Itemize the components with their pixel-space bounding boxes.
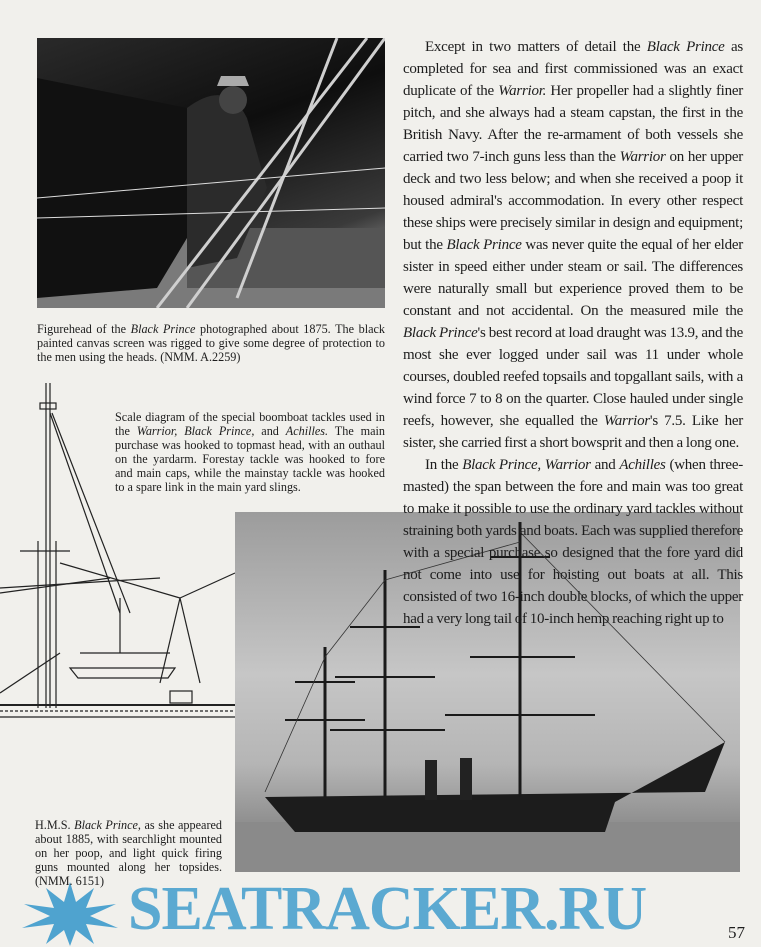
watermark-starburst-logo: [20, 882, 120, 946]
italic-text-segment: Achilles.: [285, 424, 329, 438]
page-number: 57: [728, 923, 745, 942]
body-text: [403, 36, 743, 630]
text-segment: Scale diagram of the special boomboat tackles used in the: [115, 410, 385, 438]
text-segment: Her propeller had a slightly finer pitch, and she always had a steam capstan, the first in the British Navy. After the re-armament of both vessels she carried two 7-inch guns less than the: [403, 83, 744, 165]
text-segment: on her upper deck and two less below; and when she received a poop it housed admiral's accommodation. In every other respect these ships were precisely similar in design and equipment; but the: [403, 149, 743, 253]
text-segment: (when three-masted) the span between the fore and main was too great to make it possible to use the ordinary yard tackles without straining both yards and boats. Each was supplied therefore with a special purchase so designed that the fore yard did not come into use for hoisting out boats at all. This consisted of two 16-inch double blocks, of which the upper had a very long tail of 10-inch hemp reaching right up to: [403, 457, 743, 627]
figurehead-caption: [37, 322, 385, 364]
italic-text-segment: Black Prince, Warrior: [462, 457, 591, 473]
text-segment: 's best record at load draught was 13.9, and the most she ever logged under sail was 11 under whole courses, doubled reefed topsails and topgallant sails, with a wind force 7 to 8 on the quarter. Close hauled under single reefs, however, she equalled the: [403, 325, 743, 429]
italic-text-segment: Black Prince: [403, 325, 478, 341]
text-segment: and: [590, 457, 620, 473]
italic-text-segment: Warrior, Black Prince,: [136, 424, 255, 438]
text-segment: 's 7.5. Like her sister, she carried first a short bowsprit and then a long one.: [403, 413, 743, 451]
watermark-text: SEATRACKER.RU: [128, 875, 647, 943]
italic-text-segment: Black Prince: [646, 39, 725, 55]
italic-text-segment: Black Prince: [446, 237, 522, 253]
italic-text-segment: Achilles: [619, 457, 666, 473]
italic-text-segment: Warrior: [603, 413, 650, 429]
italic-text-segment: Warrior.: [498, 83, 547, 99]
diagram-caption: [115, 410, 385, 494]
ship-photo-caption: [35, 818, 222, 888]
text-segment: photographed about 1875. The black painted canvas screen was rigged to give some degree of protection to the men using the heads. (NMM. A.2259): [37, 322, 386, 364]
text-segment: In the: [425, 457, 463, 473]
figurehead-photo-art: [37, 38, 385, 308]
paragraph: [403, 454, 743, 630]
text-segment: was never quite the equal of her elder sister in speed either under steam or sail. The differences were naturally small but experience proved them to be constant and not accidental. On the measured mile the: [403, 237, 743, 319]
italic-text-segment: Warrior: [619, 149, 666, 165]
text-segment: H.M.S.: [35, 818, 75, 832]
italic-text-segment: Black Prince: [74, 818, 138, 832]
text-segment: Figurehead of the: [37, 322, 131, 336]
text-segment: The main purchase was hooked to topmast head, with an outhaul on the yardarm. Forestay tackle was hooked to fore and main caps, while the mainstay tackle was hooked to a spare link in the main yard slings.: [115, 424, 385, 494]
paragraph: [403, 36, 743, 454]
text-segment: Except in two matters of detail the: [425, 39, 647, 55]
text-segment: and: [254, 424, 286, 438]
text-segment: as completed for sea and first commissioned was an exact duplicate of the: [403, 39, 743, 99]
italic-text-segment: Black Prince: [130, 322, 196, 336]
text-segment: , as she appeared about 1885, with searchlight mounted on her poop, and light quick firing guns mounted along her topsides. (NMM. 6151): [35, 818, 223, 888]
figurehead-photo: [37, 38, 385, 308]
